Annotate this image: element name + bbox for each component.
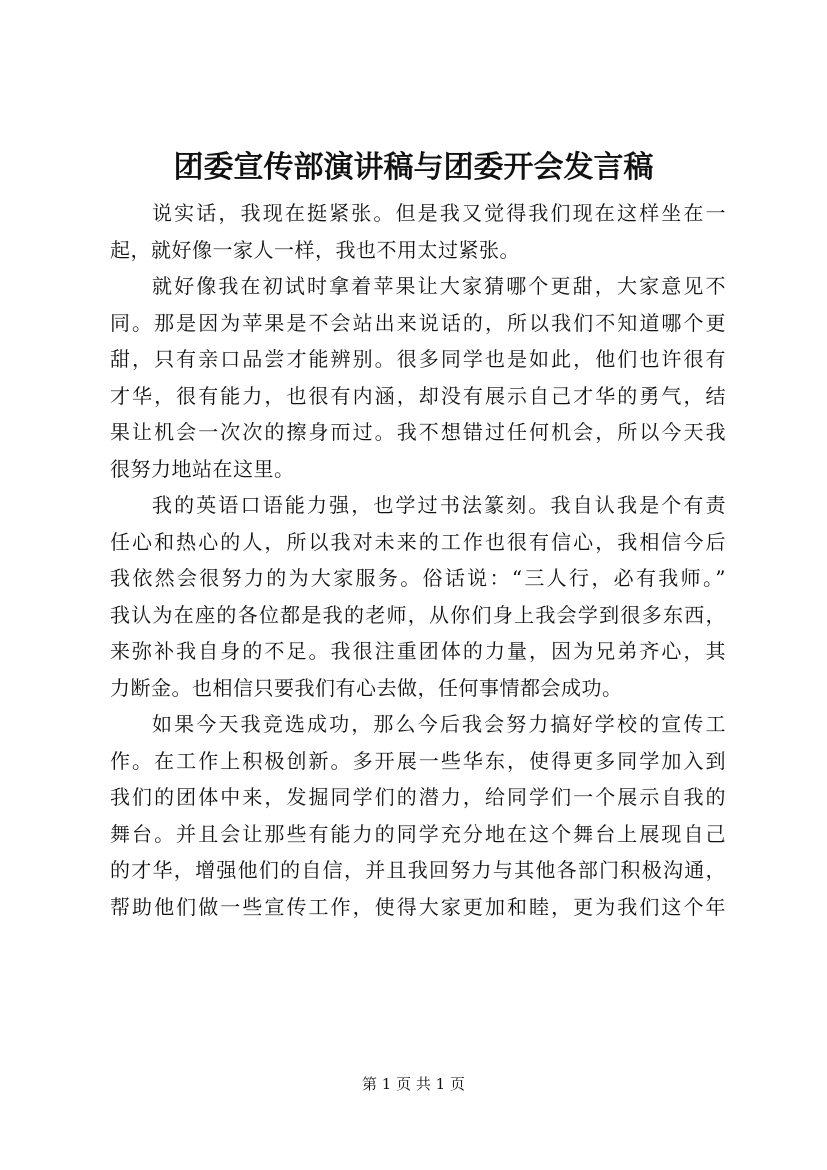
- page-footer: 第 1 页 共 1 页: [362, 1075, 465, 1093]
- text-line: 如果今天我竞选成功，那么今后我会努力搞好学校的宣传工: [152, 712, 726, 736]
- text-line: 我认为在座的各位都是我的老师，从你们身上我会学到很多东西，: [110, 602, 726, 627]
- text-line: 任心和热心的人，所以我对未来的工作也很有信心，我相信今后: [110, 529, 726, 554]
- document-title: 团委宣传部演讲稿与团委开会发言稿: [173, 150, 654, 185]
- text-line: 果让机会一次次的擦身而过。我不想错过任何机会，所以今天我: [110, 420, 726, 444]
- text-line: 来弥补我自身的不足。我很注重团体的力量，因为兄弟齐心，其: [110, 639, 726, 663]
- document-body: [110, 195, 726, 925]
- text-line: 力断金。也相信只要我们有心去做，任何事情都会成功。: [110, 675, 623, 700]
- text-line: 很努力地站在这里。: [110, 456, 295, 481]
- text-line: 甜，只有亲口品尝才能辨别。很多同学也是如此，他们也许很有: [110, 347, 726, 371]
- text-line: 舞台。并且会让那些有能力的同学充分地在这个舞台上展现自己: [110, 821, 726, 846]
- text-line: 说实话，我现在挺紧张。但是我又觉得我们现在这样坐在一: [152, 201, 726, 225]
- text-line: 就好像我在初试时拿着苹果让大家猜哪个更甜，大家意见不: [152, 274, 726, 298]
- text-line: 同。那是因为苹果是不会站出来说话的，所以我们不知道哪个更: [110, 310, 726, 335]
- text-line: 我们的团体中来，发掘同学们的潜力，给同学们一个展示自我的: [110, 785, 726, 809]
- text-line: 作。在工作上积极创新。多开展一些华东，使得更多同学加入到: [110, 748, 726, 773]
- text-line: 我依然会很努力的为大家服务。俗话说：“三人行，必有我师。”: [110, 566, 726, 590]
- text-line: 帮助他们做一些宣传工作，使得大家更加和睦，更为我们这个年: [110, 894, 726, 919]
- text-line: 才华，很有能力，也很有内涵，却没有展示自己才华的勇气，结: [110, 383, 726, 408]
- text-line: 的才华，增强他们的自信，并且我回努力与其他各部门积极沟通，: [110, 858, 726, 882]
- text-line: 起，就好像一家人一样，我也不用太过紧张。: [110, 237, 520, 262]
- text-line: 我的英语口语能力强，也学过书法篆刻。我自认我是个有责: [152, 493, 726, 517]
